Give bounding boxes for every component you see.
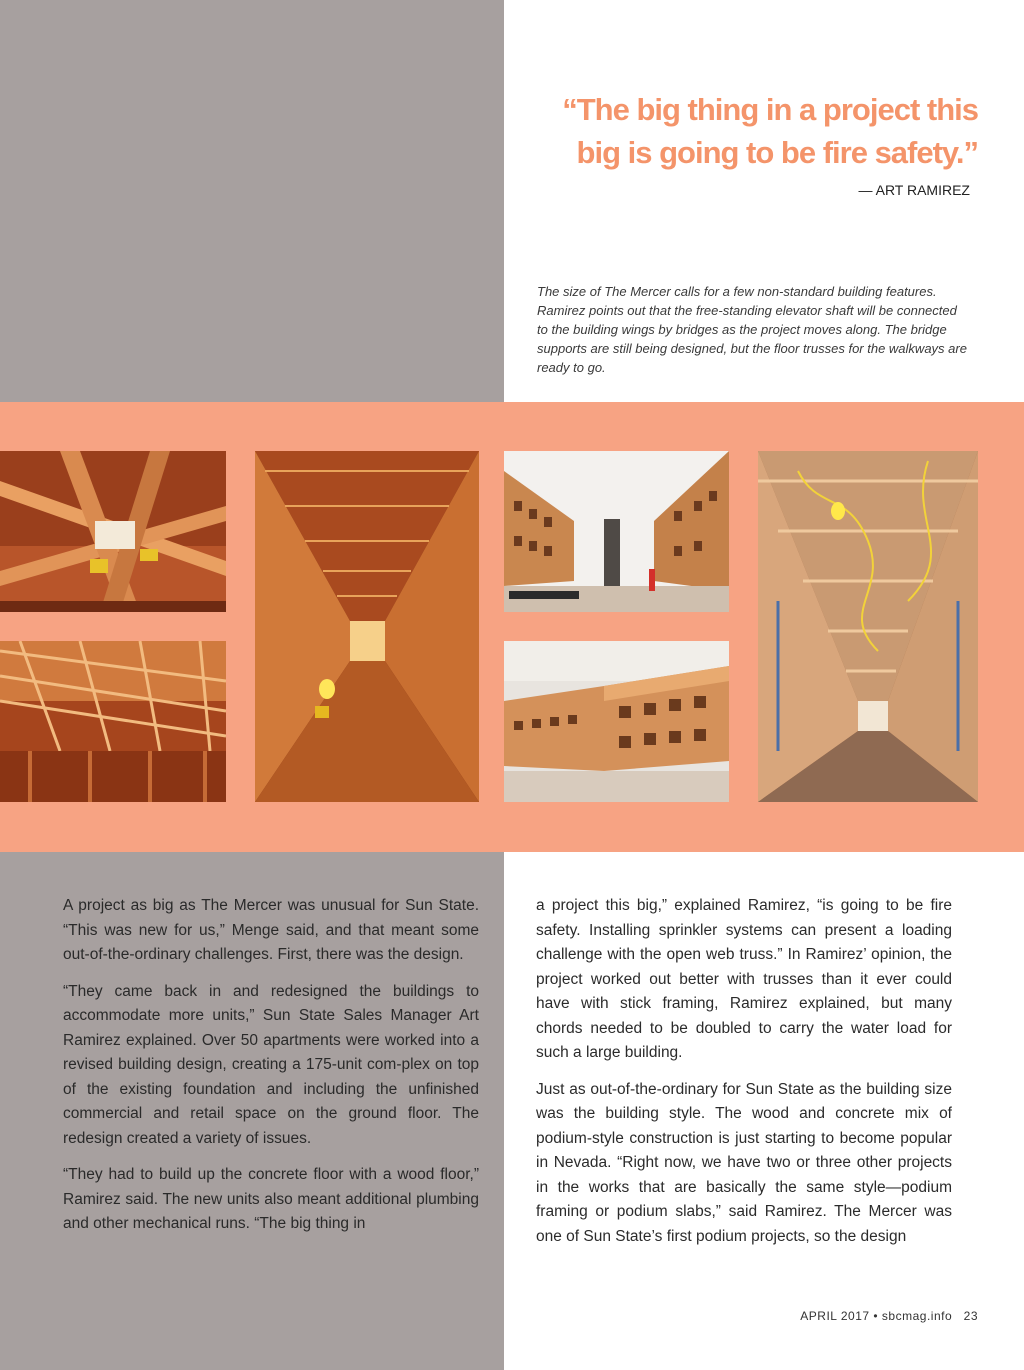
- pull-quote-attribution: — ART RAMIREZ: [858, 182, 970, 198]
- body-paragraph: “They came back in and redesigned the buildings to accommodate more units,” Sun State Sales Manager Art Ramirez explained. Over 50 apartments were worked into a revised building design, creating a 175-unit com-plex on top of the existing foundation and including the unfinished commercial and retail space on the ground floor. The redesign created a variety of issues.: [63, 982, 479, 1147]
- pull-quote: [530, 88, 978, 174]
- body-column-right: [536, 894, 952, 1261]
- body-paragraph: Just as out-of-the-ordinary for Sun State as the building size was the building style. The wood and concrete mix of podium-style construction is just starting to become popular in Nevada. “Right now, we have two or three other projects in the works that are basically the same style—podium framing or podium slabs,” said Ramirez. The Mercer was one of Sun State’s first podium projects, so the design: [536, 1080, 952, 1245]
- photo-building-aerial: [504, 641, 729, 802]
- body-paragraph: “They had to build up the concrete floor with a wood floor,” Ramirez said. The new units also meant additional plumbing and other mechanical runs. “The big thing in: [63, 1166, 479, 1232]
- folio-page-number: 23: [963, 1309, 978, 1323]
- pull-quote-line-2: big is going to be fire safety.”: [576, 135, 978, 170]
- folio-separator: •: [869, 1309, 882, 1323]
- pull-quote-line-1: “The big thing in a project this: [562, 92, 978, 127]
- photo-corridor-wiring: [758, 451, 978, 802]
- body-paragraph: A project as big as The Mercer was unusual for Sun State. “This was new for us,” Menge said, and that meant some out-of-the-ordinary challenges. First, there was the design.: [63, 897, 479, 963]
- folio-issue: APRIL 2017: [800, 1309, 870, 1323]
- photo-truss-connector: [0, 451, 226, 612]
- gray-panel-top: [0, 0, 504, 402]
- photo-ceiling-trusses: [0, 641, 226, 802]
- photo-corridor-trusses: [255, 451, 479, 802]
- page-folio: [760, 1309, 978, 1323]
- body-paragraph: a project this big,” explained Ramirez, “is going to be fire safety. Installing sprinkler systems can present a loading challenge with the open web truss.” In Ramirez’ opinion, the project worked out better with trusses than it ever could have with stick framing, Ramirez explained, but many chords needed to be doubled to carry the water load for such a large building.: [536, 897, 952, 1061]
- folio-site: sbcmag.info: [881, 1309, 953, 1323]
- photo-exterior-elevator-shaft: [504, 451, 729, 612]
- body-column-left: [63, 894, 479, 1249]
- photo-caption: The size of The Mercer calls for a few non-standard building features. Ramirez points out that the free-standing elevator shaft will be connected to the building wings by bridges as the project moves along. The bridge supports are still being designed, but the floor trusses for the walkways are ready to go.: [537, 284, 967, 375]
